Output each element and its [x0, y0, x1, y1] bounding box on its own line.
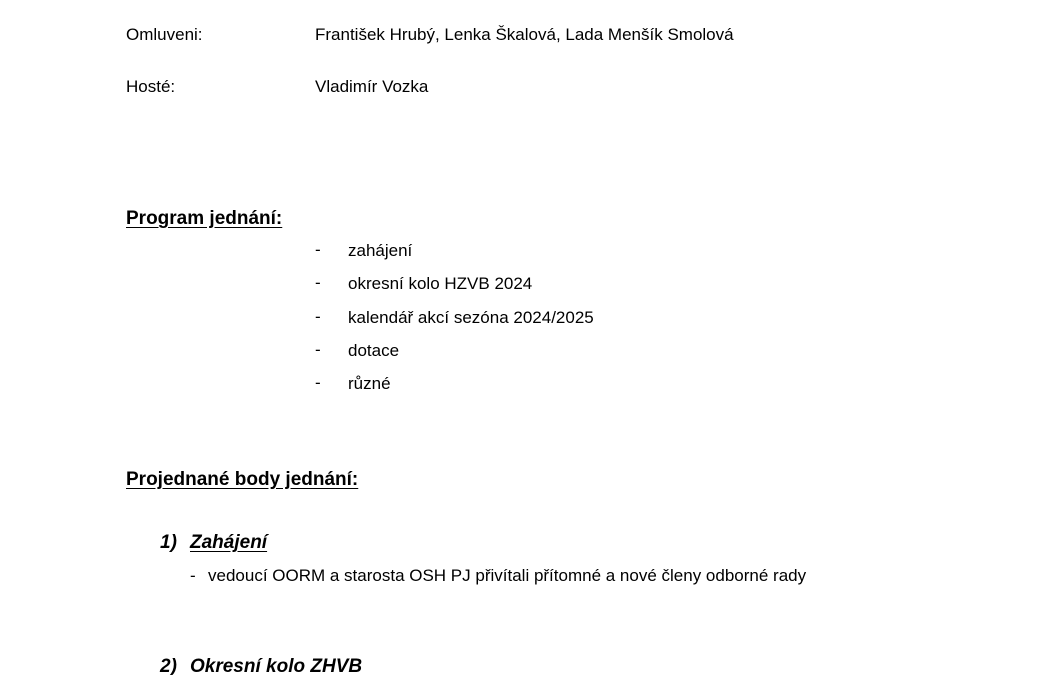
point-title: Zahájení [190, 532, 268, 553]
sub-item-text: vedoucí OORM a starosta OSH PJ přivítali přítomné a nové členy odborné rady [208, 566, 807, 585]
point-sub-item [190, 566, 806, 586]
program-heading: Program jednání: [126, 208, 283, 229]
program-item-text: kalendář akcí sezóna 2024/2025 [348, 308, 594, 327]
point-heading [160, 656, 362, 675]
program-item-text: okresní kolo HZVB 2024 [348, 274, 533, 293]
point-number: 2) [160, 656, 177, 675]
excused-names: František Hrubý, Lenka Škalová, Lada Menšík Smolová [315, 25, 734, 44]
list-dash: - [315, 340, 321, 359]
list-dash: - [315, 273, 321, 292]
program-item-text: různé [348, 374, 391, 393]
guests-label: Hosté: [126, 77, 176, 96]
list-dash: - [315, 307, 321, 326]
point-title: Okresní kolo ZHVB [190, 656, 363, 675]
list-dash: - [315, 240, 321, 259]
guests-names: Vladimír Vozka [315, 77, 429, 96]
point-heading [160, 532, 267, 555]
program-item-text: zahájení [348, 241, 413, 260]
program-item-text: dotace [348, 341, 400, 360]
list-dash: - [190, 566, 196, 585]
discussed-heading: Projednané body jednání: [126, 469, 359, 490]
point-number: 1) [160, 532, 177, 553]
list-dash: - [315, 373, 321, 392]
excused-label: Omluveni: [126, 25, 203, 44]
